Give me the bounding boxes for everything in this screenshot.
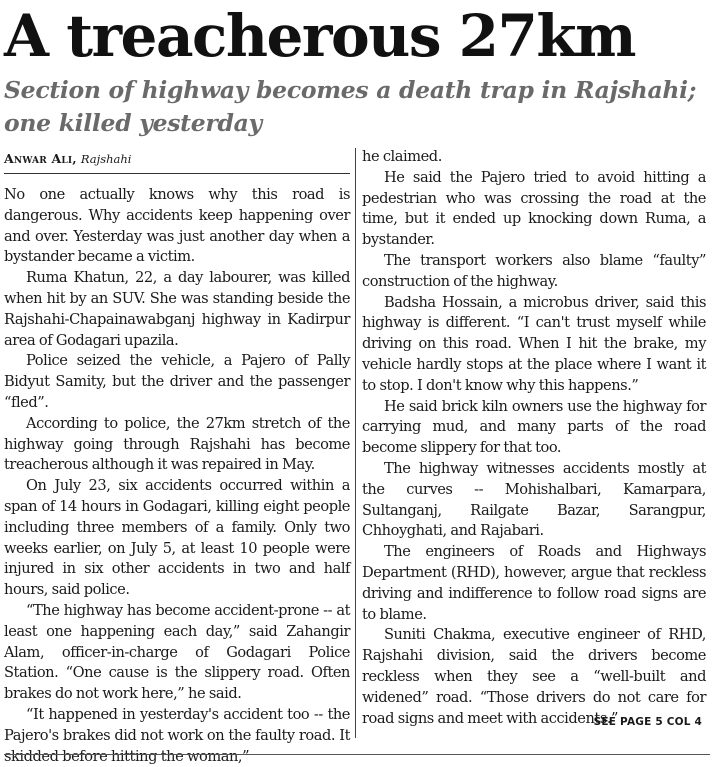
- paragraph: he claimed.: [362, 148, 442, 165]
- subheadline: Section of highway becomes a death trap in Rajshahi; one killed yesterday: [4, 76, 697, 137]
- byline-rule: [4, 173, 350, 174]
- paragraph: Police seized the vehicle, a Pajero of Pally Bidyut Samity, but the driver and the passenger “fled”.: [4, 352, 350, 411]
- paragraph: According to police, the 27km stretch of the highway going through Rajshahi has become treacherous although it was repaired in May.: [4, 414, 350, 474]
- byline-author: Anwar Ali,: [4, 151, 77, 166]
- bottom-rule: [4, 754, 710, 755]
- article-column-2: [362, 147, 706, 729]
- paragraph: He said brick kiln owners use the highway for carrying mud, and many parts of the road become slippery for that too.: [362, 397, 706, 457]
- article-column-1: [4, 185, 350, 767]
- paragraph: Badsha Hossain, a microbus driver, said this highway is different. “I can't trust myself while driving on this road. When I hit the brake, my vehicle hardly stops at the place where I want it to stop. I don't know why this happens.”: [362, 293, 706, 394]
- paragraph: “The highway has become accident-prone -- at least one happening each day,” said Zahangir Alam, officer-in-charge of Godagari Police Station. “One cause is the slippery road. Often brakes do not work here,” he said.: [4, 601, 350, 703]
- column-divider: [355, 148, 356, 738]
- headline: A treacherous 27km: [4, 2, 635, 70]
- byline: [4, 149, 131, 169]
- paragraph: Suniti Chakma, executive engineer of RHD, Rajshahi division, said the drivers become reckless when they see a “well-built and widened” road. “Those drivers do not care for road signs and meet with accidents.”: [362, 626, 706, 727]
- paragraph: The highway witnesses accidents mostly at the curves -- Mohishalbari, Kamarpara, Sultanganj, Railgate Bazar, Sarangpur, Chhoyghati, and Rajabari.: [362, 459, 706, 540]
- paragraph: The transport workers also blame “faulty” construction of the highway.: [362, 251, 706, 290]
- paragraph: “It happened in yesterday's accident too -- the Pajero's brakes did not work on the faulty road. It skidded before hitting the woman,”: [4, 705, 350, 765]
- byline-location: Rajshahi: [80, 152, 132, 166]
- continuation-note: SEE PAGE 5 COL 4: [593, 716, 702, 728]
- paragraph: He said the Pajero tried to avoid hitting a pedestrian who was crossing the road at the time, but it ended up knocking down Ruma, a bystander.: [362, 168, 706, 249]
- paragraph: The engineers of Roads and Highways Department (RHD), however, argue that reckless driving and indifference to follow road signs are to blame.: [362, 543, 706, 623]
- paragraph: No one actually knows why this road is dangerous. Why accidents keep happening over and over. Yesterday was just another day when a bystander became a victim.: [4, 186, 350, 266]
- paragraph: Ruma Khatun, 22, a day labourer, was killed when hit by an SUV. She was standing beside the Rajshahi-Chapainawabganj highway in Kadirpur area of Godagari upazila.: [4, 269, 350, 349]
- paragraph: On July 23, six accidents occurred within a span of 14 hours in Godagari, killing eight people including three members of a family. Only two weeks earlier, on July 5, at least 10 people were injured in six other accidents in two and half hours, said police.: [4, 477, 350, 599]
